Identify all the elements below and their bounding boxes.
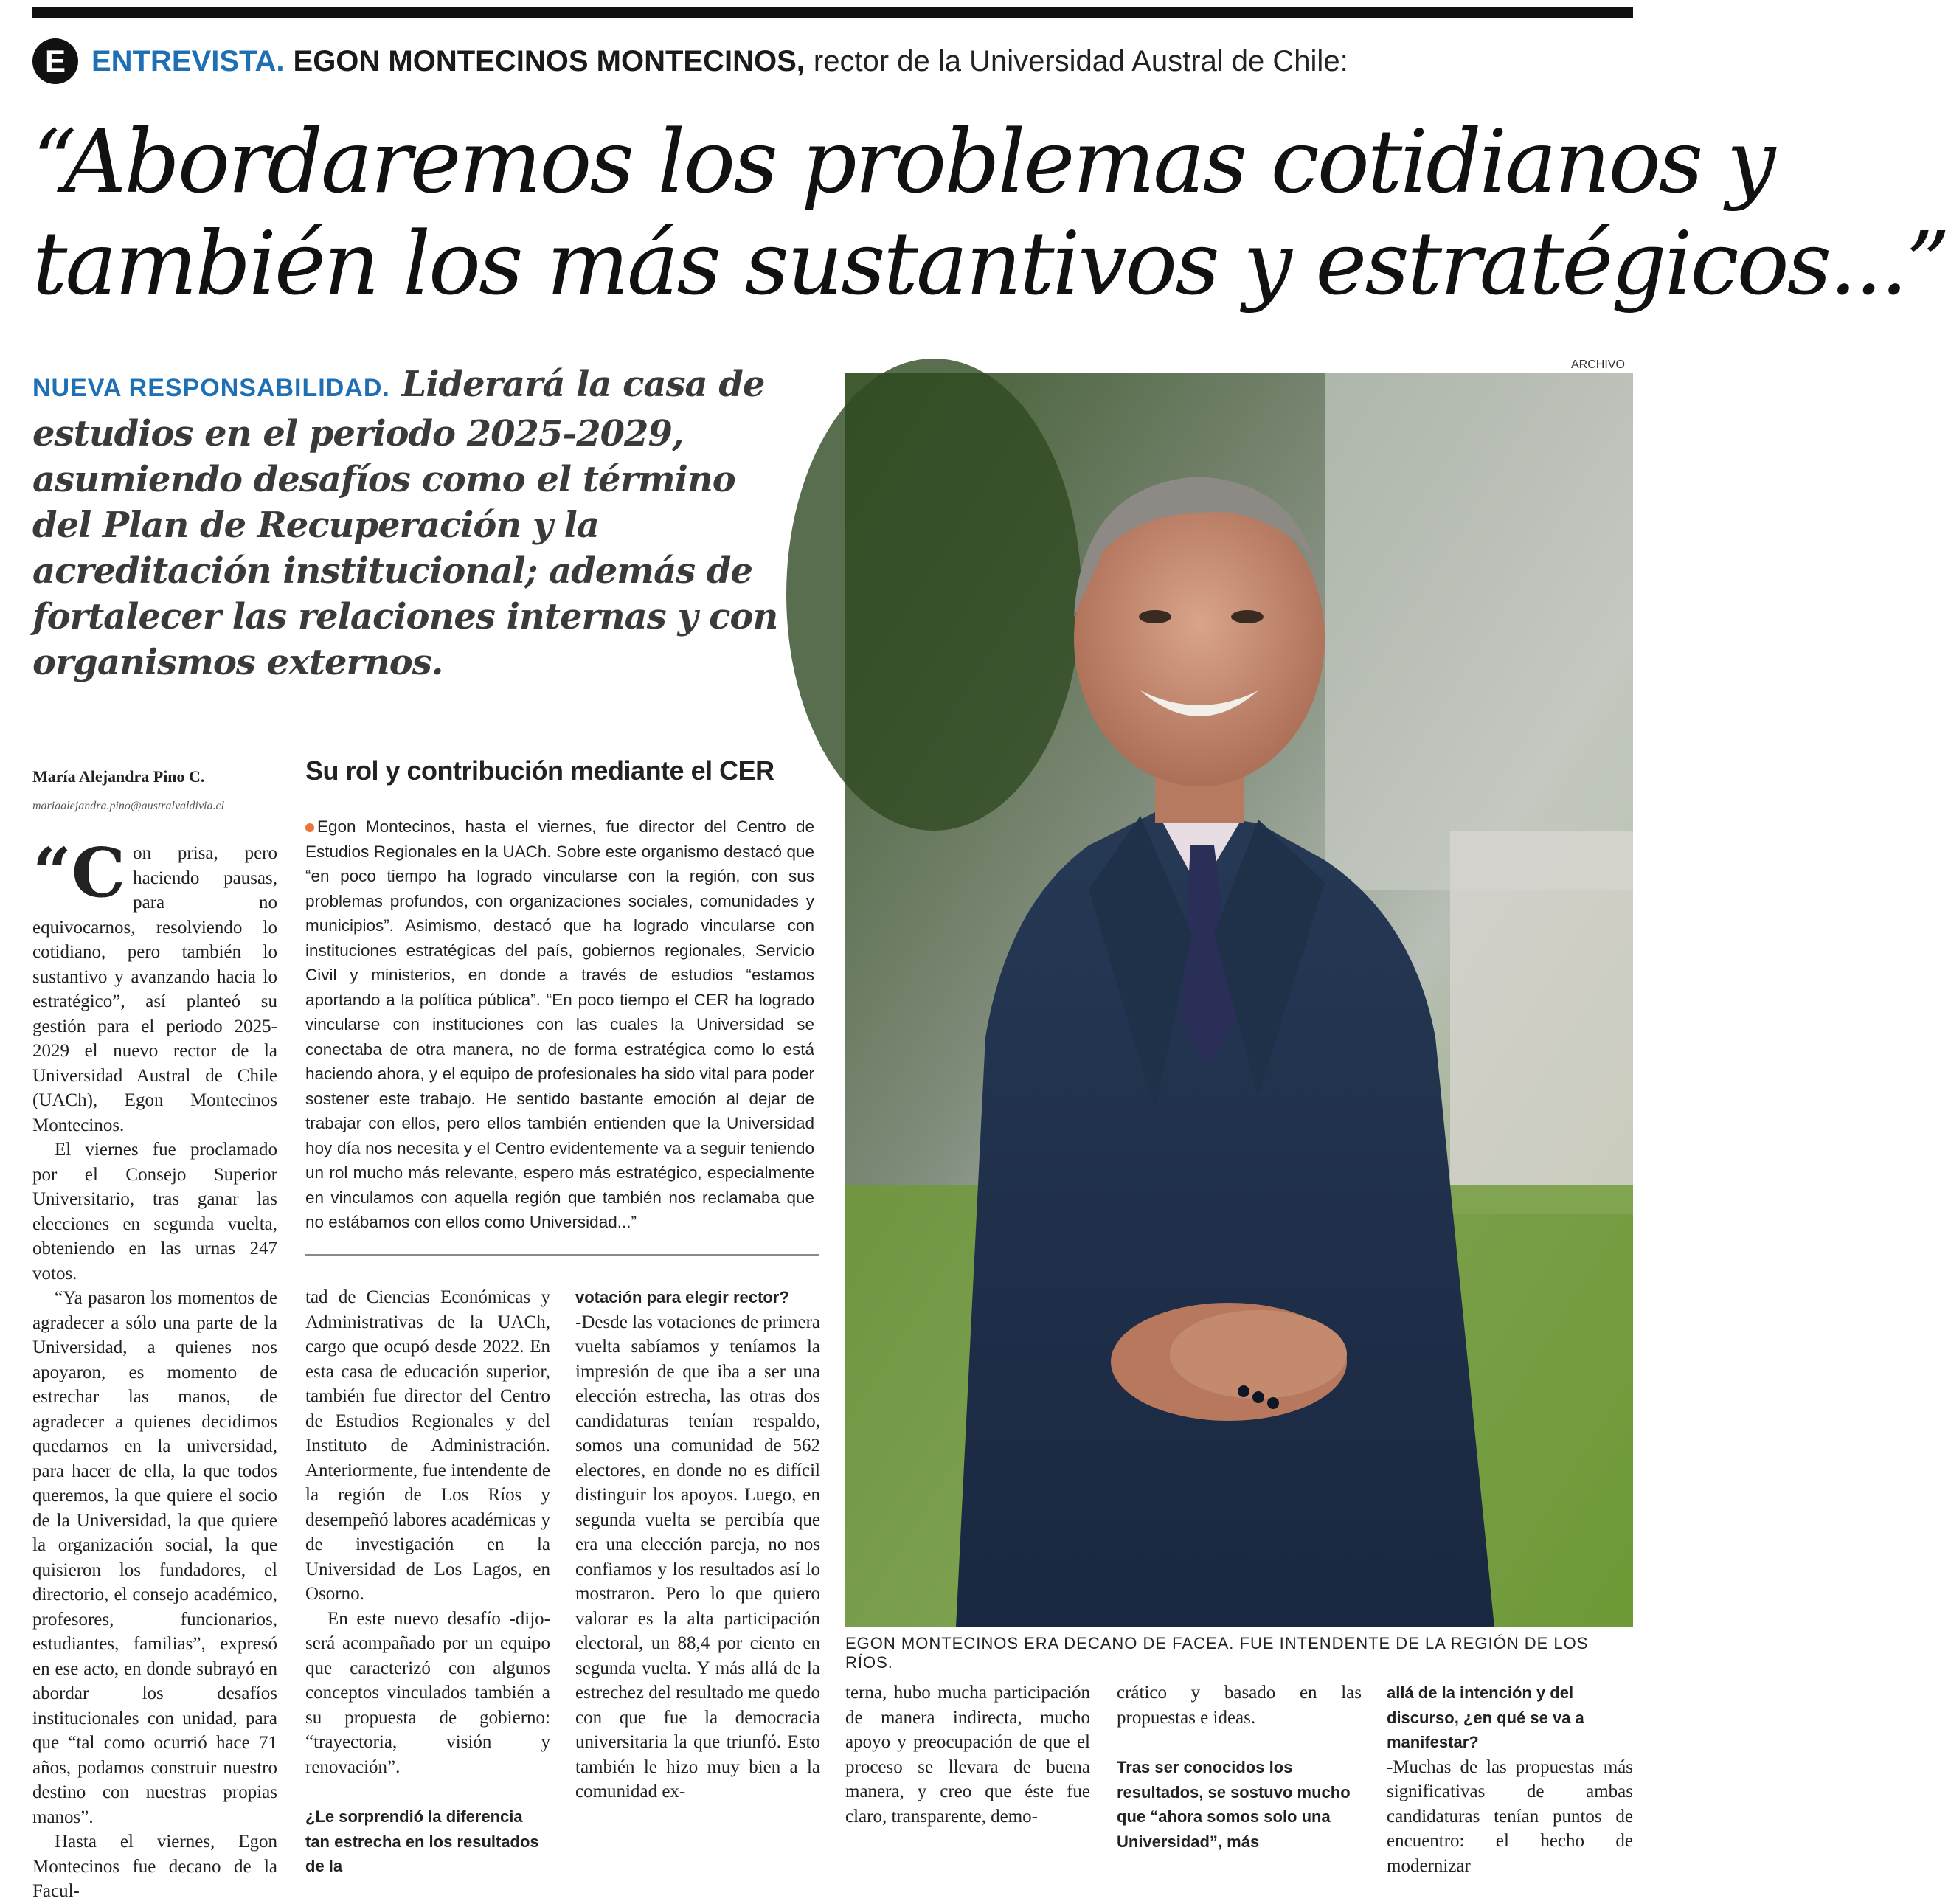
interview-question: ¿Le sorprendió la diferencia tan estrecha en los resultados de la (305, 1807, 539, 1875)
interview-question: votación para elegir rector? (575, 1288, 789, 1306)
drop-cap: “C (32, 833, 126, 913)
paragraph: “Ya pasaron los momentos de agradecer a sólo una parte de la Universidad, a quienes nos apoyaron, es momento de estrechar las manos, de agradecer a quienes decidimos quedarnos en la universidad, para hacer de ella, la que todos queremos, la que quiere el socio de la Universidad, la que quiere la organización social, la que quisieron los fundadores, el directorio, el consejo académico, profesores, funcionarios, estudiantes, familias”, expresó en ese acto, en donde subrayó en abordar los desafíos institucionales con unidad, para que “tal como ocurrió hace 71 años, podamos construir nuestro destino con nuestras propias manos”. (32, 1288, 277, 1827)
sidebar-body: Egon Montecinos, hasta el viernes, fue director del Centro de Estudios Regionales en la UACh. Sobre este organismo destacó que “en poco tiempo ha logrado vincularse con la región, con sus problemas profundos, con organizaciones sociales, comunidades y municipios”. Asimismo, destacó que ha logrado vincularse con instituciones estratégicas del país, gobiernos regionales, Servicio Civil y ministerios, en donde a través de estudios “estamos aportando a la política pública”. “En poco tiempo el CER ha logrado vincularse con instituciones con las cuales la Universidad se conectaba de otra manera, no de forma estratégica como lo está haciendo ahora, y el equipo de profesionales ha sido vital para poder sostener este trabajo. He sentido bastante emoción al dejar de trabajar con ellos, pero ellos también entienden que la Universidad hoy día nos necesita y el Centro evidentemente va a seguir teniendo un rol mucho más relevante, espero más estratégico, especialmente en vinculamos con aquella región que también nos reclamaba que no estábamos con ellos como Universidad...” (305, 817, 814, 1231)
paragraph: El viernes fue proclamado por el Consejo Superior Universitario, tras ganar las elecciones en segunda vuelta, obteniendo en las urnas 247 votos. (32, 1140, 277, 1284)
paragraph: -Muchas de las propuestas más significativas de ambas candidaturas tenían puntos de encuentro: el hecho de modernizar (1387, 1756, 1633, 1876)
interviewee-role: rector de la Universidad Austral de Chile: (813, 44, 1348, 77)
article-column-6 (1387, 1680, 1633, 1878)
author-byline: María Alejandra Pino C. (32, 767, 205, 786)
interviewee-name: EGON MONTECINOS MONTECINOS, (293, 44, 805, 77)
paragraph: Hasta el viernes, Egon Montecinos fue decano de la Facul- (32, 1832, 277, 1901)
top-rule (32, 7, 1633, 18)
article-kicker (32, 35, 1348, 87)
sidebar-divider (305, 1254, 819, 1256)
portrait-photo (845, 373, 1633, 1627)
paragraph: En este nuevo desafío -dijo- será acompañado por un equipo que caracterizó con algunos conceptos vinculados también a su propuesta de gobierno: “trayectoria, visión y renovación”. (305, 1608, 550, 1777)
photo-credit: ARCHIVO (1571, 359, 1625, 371)
sidebar-title: Su rol y contribución mediante el CER (305, 755, 774, 786)
lede (32, 361, 800, 685)
author-email: mariaalejandra.pino@australvaldivia.cl (32, 800, 225, 812)
headline-line-2: también los más sustantivos y estratégicos...” (32, 212, 1948, 314)
paragraph: tad de Ciencias Económicas y Administrativas de la UACh, cargo que ocupó desde 2022. En esta casa de educación superior, también fue director del Centro de Estudios Regionales y del Instituto de Administración. Anteriormente, fue intendente de la región de Los Ríos y desempeñó labores académicas y de investigación en la Universidad de Los Lagos, en Osorno. (305, 1287, 550, 1604)
paragraph: -Desde las votaciones de primera vuelta sabíamos y teníamos la impresión de que iba a ser una elección estrecha, las otras dos candidaturas tenían respaldo, somos una comunidad de 562 electores, en donde no es difícil distinguir los apoyos. Luego, en segunda vuelta se percibía que era una elección pareja, no nos confiamos y los resultados así lo mostraron. Pero lo que quiero valorar es la alta participación electoral, un 88,4 por ciento en segunda vuelta. Y más allá de la estrechez del resultado me quedo con que fue la democracia universitaria la que triunfó. Esto también le hizo muy bien a la comunidad ex- (575, 1312, 820, 1801)
article-column-2 (305, 1285, 550, 1879)
headline-line-1: “Abordaremos los problemas cotidianos y (32, 111, 1774, 212)
lede-text: Liderará la casa de estudios en el periodo 2025-2029, asumiendo desafíos como el término del Plan de Recuperación y la acreditación institucional; además de fortalecer las relaciones internas y con organismos externos. (32, 364, 778, 683)
article-column-3 (575, 1285, 820, 1804)
article-column-5 (1117, 1680, 1362, 1854)
article-column-1 (32, 833, 277, 1904)
paragraph: on prisa, pero haciendo pausas, para no equivocarnos, resolviendo lo cotidiano, pero también lo sustantivo y avanzando hacia lo estratégico”, así planteó su gestión para el periodo 2025-2029 el nuevo rector de la Universidad Austral de Chile (UACh), Egon Montecinos Montecinos. (32, 843, 277, 1135)
paragraph: crático y basado en las propuestas e ideas. (1117, 1683, 1362, 1728)
bullet-icon (305, 823, 314, 832)
photo-caption: EGON MONTECINOS ERA DECANO DE FACEA. FUE INTENDENTE DE LA REGIÓN DE LOS RÍOS. (845, 1634, 1589, 1672)
interview-question: Tras ser conocidos los resultados, se sostuvo mucho que “ahora somos solo una Universidad”, más (1117, 1758, 1351, 1851)
lede-kicker: NUEVA RESPONSABILIDAD. (32, 374, 390, 402)
article-column-4 (845, 1680, 1090, 1829)
interview-question: allá de la intención y del discurso, ¿en qué se va a manifestar? (1387, 1683, 1584, 1751)
paragraph: terna, hubo mucha participación de manera indirecta, mucho apoyo y preocupación de que el proceso se llevara de buena manera, y creo que éste fue claro, transparente, demo- (845, 1683, 1090, 1827)
portrait-illustration (845, 373, 1633, 1627)
headline (32, 111, 1948, 314)
sidebar-text (305, 814, 814, 1235)
section-label: ENTREVISTA. (91, 44, 285, 77)
section-badge: E (32, 38, 78, 84)
